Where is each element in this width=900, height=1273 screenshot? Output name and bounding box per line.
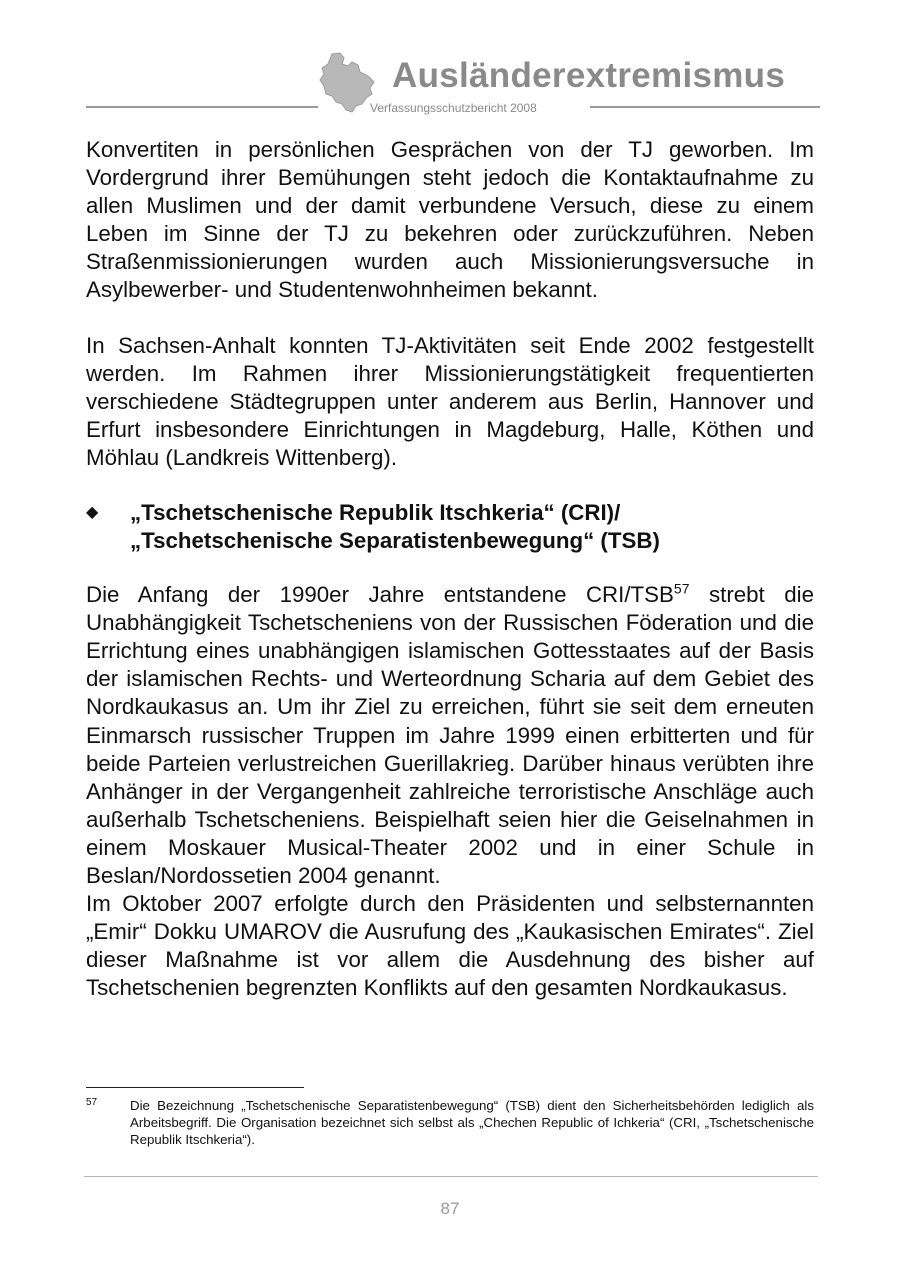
paragraph-1: Konvertiten in persönlichen Gesprächen von der TJ geworben. Im Vordergrund ihrer Bemühungen steht jedoch die Kontaktaufnahme zu allen Muslimen und der damit verbundene Versuch, diese zu einem Leben im Sinne der TJ zu bekehren oder zurückzuführen. Neben Straßenmissionierungen wurden auch Missionierungsversuche in Asylbewerber- und Studentenwohnheimen bekannt. bbox=[86, 137, 814, 303]
paragraph-3-start: Die Anfang der 1990er Jahre entstandene CRI/TSB bbox=[86, 582, 674, 608]
footnote-text: Die Bezeichnung „Tschetschenische Separatistenbewegung“ (TSB) dient den Sicherheitsbehörden lediglich als Arbeitsbegriff. Die Organisation bezeichnet sich selbst als „Chechen Republic of Ichkeria“ (CRI, „Tschetschenische Republik Itschkeria“). bbox=[130, 1098, 814, 1147]
paragraph-3-rest: strebt die Unabhängigkeit Tschetscheniens von der Russischen Föderation und die Errichtung eines unabhängigen islamischen Gottesstaates auf der Basis der islamischen Rechts- und Werteordnung Scharia auf dem Gebiet des Nordkaukasus an. Um ihr Ziel zu erreichen, führt sie seit dem erneuten Einmarsch russischer Truppen im Jahre 1999 einen erbitterten und für beide Parteien verlustreichen Guerillakrieg. Darüber hinaus verübten ihre Anhänger in der Vergangenheit zahlreiche terroristische Anschläge auch außerhalb Tschetscheniens. Beispielhaft seien hier die Geiselnahmen in einem Moskauer Musical-Theater 2002 und in einer Schule in Beslan/Nordossetien 2004 genannt. bbox=[86, 582, 814, 888]
footnote-number: 57 bbox=[86, 1097, 98, 1108]
paragraph-2: In Sachsen-Anhalt konnten TJ-Aktivitäten seit Ende 2002 festgestellt werden. Im Rahmen ihrer Missionierungstätigkeit frequentierten verschiedene Städtegruppen unter anderem aus Berlin, Hannover und Erfurt insbesondere Einrichtungen in Magdeburg, Halle, Köthen und Möhlau (Landkreis Wittenberg). bbox=[86, 332, 814, 470]
header-rule-left bbox=[86, 106, 318, 108]
footnote bbox=[86, 1097, 814, 1148]
section-heading bbox=[86, 499, 814, 555]
footer-rule bbox=[84, 1176, 818, 1177]
main-content bbox=[86, 136, 814, 1002]
header-subtitle: Verfassungsschutzbericht 2008 bbox=[366, 101, 541, 115]
header-title: Ausländerextremismus bbox=[392, 56, 786, 95]
diamond-bullet-icon: ◆ bbox=[86, 504, 99, 522]
paragraph-4: Im Oktober 2007 erfolgte durch den Präsidenten und selbsternannten „Emir“ Dokku UMAROV die Ausrufung des „Kaukasischen Emirates“. Ziel dieser Maßnahme ist vor allem die Ausdehnung des bisher auf Tschetschenien begrenzten Konflikts auf den gesamten Nordkaukasus. bbox=[86, 891, 814, 1001]
section-heading-line-1: „Tschetschenische Republik Itschkeria“ (CRI)/ bbox=[130, 500, 621, 526]
footnote-reference: 57 bbox=[673, 580, 690, 597]
paragraph-3 bbox=[86, 581, 814, 890]
page-number: 87 bbox=[440, 1199, 460, 1218]
header-rule-right bbox=[590, 106, 820, 108]
section-heading-line-2: „Tschetschenische Separatistenbewegung“ (TSB) bbox=[130, 528, 660, 554]
footnote-rule bbox=[86, 1087, 304, 1088]
